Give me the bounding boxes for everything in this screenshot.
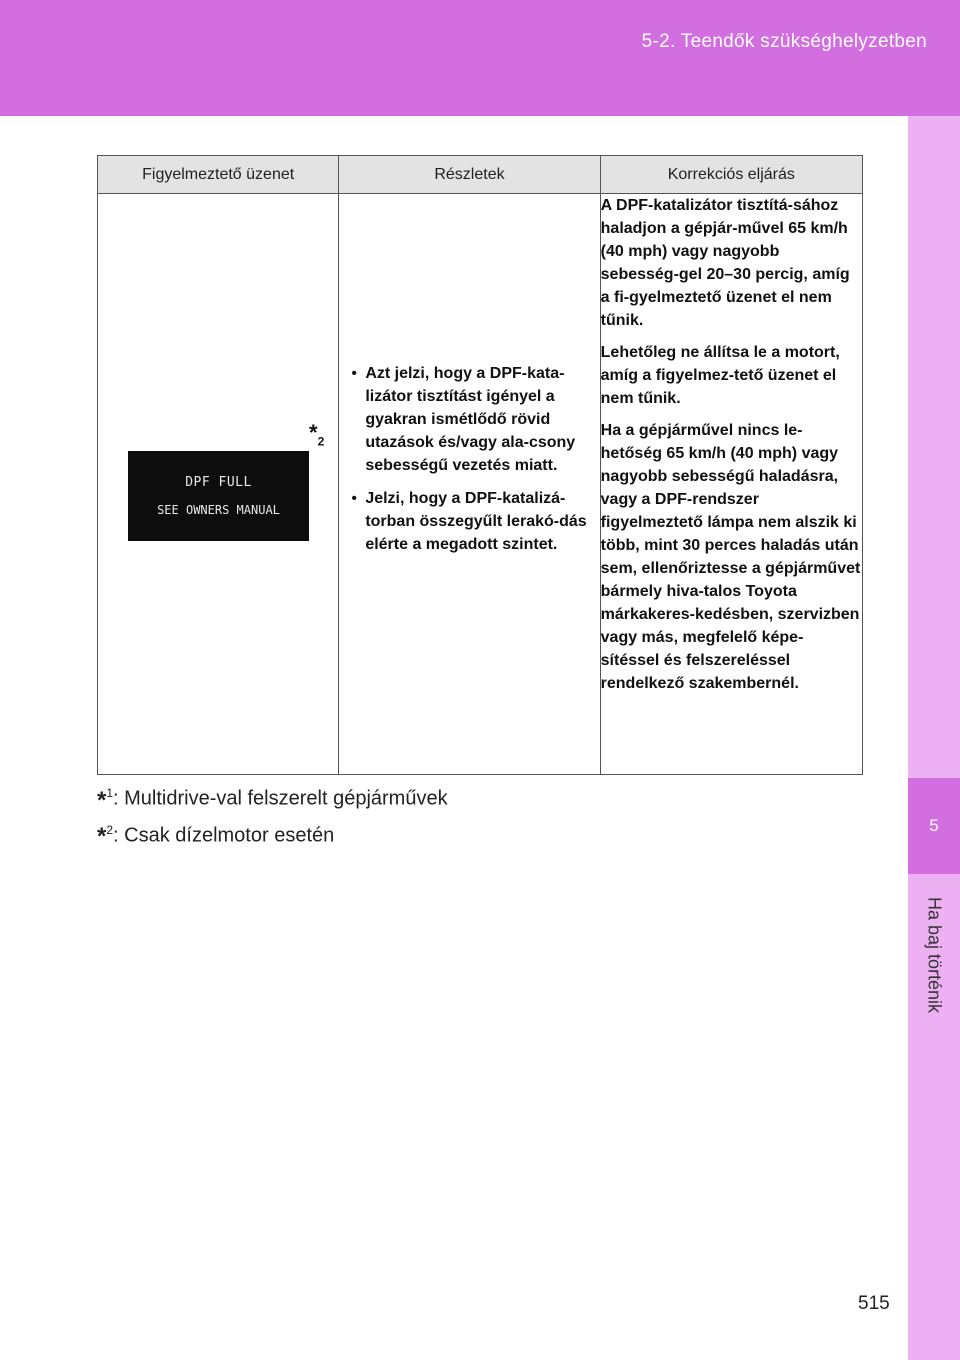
display-line-2: SEE OWNERS MANUAL [157,503,280,517]
side-tab [908,116,960,1360]
corrective-cell [600,194,862,775]
warning-image-cell [98,194,339,775]
chapter-number: 5 [908,778,960,874]
table-header-row [98,156,863,194]
chapter-label: Ha baj történik [924,896,945,1014]
header-corrective-action: Korrekciós eljárás [600,156,862,194]
footnotes [97,778,448,851]
display-line-1: DPF FULL [185,475,252,490]
header-details: Részletek [339,156,600,194]
table-row [98,194,863,775]
header-warning-message: Figyelmeztető üzenet [98,156,339,194]
footnote-2: *$^2$: Csak dízelmotor esetén [97,822,335,851]
corrective-paragraph: Lehetőleg ne állítsa le a motort, amíg a figyelmez-tető üzenet el nem tűnik. [600,344,840,407]
corrective-paragraph: Ha a gépjárművel nincs le-hetőség 65 km/h (40 mph) vagy nagyobb sebességű haladásra, vagy a DPF-rendszer figyelmeztető lámpa nem alszik ki több, mint 30 perces haladás után sem, ellenőriztesse a gépjárművet bármely hiva-talos Toyota márkakeres-kedésben, szervizben vagy más, megfelelő képe-sítéssel és felszereléssel rendelkező szakembernél. [600,422,861,692]
detail-item: • Jelzi, hogy a DPF-katalizá-torban összegyűlt lerakó-dás elérte a megadott szintet. [351,487,589,556]
header-band [0,0,960,116]
page-number: 515 [858,1293,890,1314]
detail-item: • Azt jelzi, hogy a DPF-kata-lizátor tisztítást igényel a gyakran ismétlődő rövid utazások és/vagy ala-csony sebességű vezetés miatt. [351,362,589,477]
corrective-paragraph: A DPF-katalizátor tisztítá-sához haladjon a gépjár-művel 65 km/h (40 mph) vagy nagyobb sebesség-gel 20–30 percig, amíg a fi-gyelmeztető üzenet el nem tűnik. [600,197,850,329]
details-cell [339,194,600,775]
footnote-1: *$^1$: Multidrive-val felszerelt gépjárművek [97,786,448,814]
footnote-marker: $*_2$ [309,420,325,449]
warning-table [97,155,863,775]
dpf-full-display [128,451,309,541]
section-title: 5-2. Teendők szükséghelyzetben [641,31,927,52]
